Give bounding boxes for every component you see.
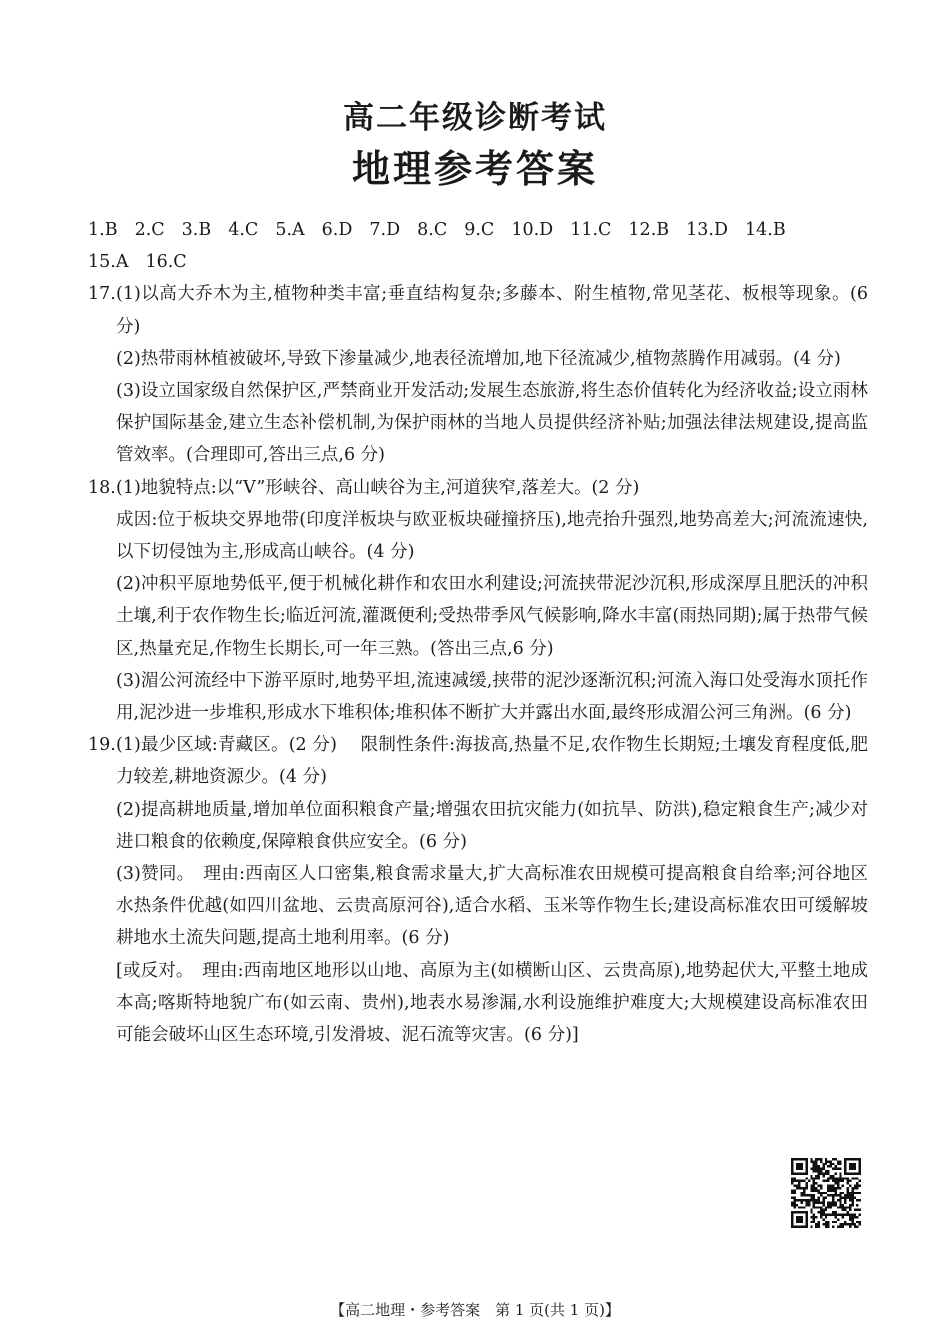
answer-part-2: (2)提高耕地质量,增加单位面积粮食产量;增强农田抗灾能力(如抗旱、防洪),稳定粮食生产;减少对进口粮食的依赖度,保障粮食供应安全。(6 分) (116, 799, 868, 852)
document-title: 地理参考答案 (351, 147, 598, 191)
answer-part-1-cause: 成因:位于板块交界地带(印度洋板块与欧亚板块碰撞挤压),地壳抬升强烈,地势高差大;河流流速快,以下切侵蚀为主,形成高山峡谷。(4 分) (116, 509, 868, 562)
answer-part-2: (2)热带雨林植被破坏,导致下渗量减少,地表径流增加,地下径流减少,植物蒸腾作用减弱。(4 分) (116, 348, 841, 369)
question-number: 19. (88, 735, 116, 756)
question-number: 18. (88, 477, 116, 498)
mc-answer: 14.B (745, 220, 786, 240)
mc-answer: 1.B (88, 220, 118, 240)
mc-answer: 11.C (570, 220, 612, 240)
mc-answer: 12.B (628, 220, 670, 240)
mc-answer: 6.D (321, 220, 353, 240)
mc-answer: 10.D (511, 220, 554, 240)
page-footer: 【高二地理・参考答案 第 1 页(共 1 页)】 (330, 1301, 620, 1319)
answer-part-3-disagree: [或反对。 理由:西南地区地形以山地、高原为主(如横断山区、云贵高原),地势起伏大,平整土地成本高;喀斯特地貌广布(如云南、贵州),地表水易渗漏,水利设施维护难度大;大规模建设高标准农田可能会破坏山区生态环境,引发滑坡、泥石流等灾害。(6 分)] (116, 960, 868, 1046)
mc-answer: 8.C (417, 220, 448, 240)
answer-body (88, 214, 868, 1051)
multiple-choice-answers-line-1 (88, 214, 868, 246)
question-17 (88, 278, 868, 471)
mc-answer: 9.C (464, 220, 495, 240)
exam-title: 高二年级诊断考试 (343, 100, 607, 136)
multiple-choice-answers-line-2 (88, 246, 868, 278)
question-18 (88, 472, 868, 730)
answer-part-1: (1)地貌特点:以“V”形峡谷、高山峡谷为主,河道狭窄,落差大。(2 分) (116, 477, 640, 498)
answer-part-1: (1)以高大乔木为主,植物种类丰富;垂直结构复杂;多藤本、附生植物,常见茎花、板根等现象。(6 分) (116, 284, 868, 337)
mc-answer: 4.C (228, 220, 259, 240)
answer-part-1: (1)最少区域:青藏区。(2 分) 限制性条件:海拔高,热量不足,农作物生长期短;土壤发育程度低,肥力较差,耕地资源少。(4 分) (116, 735, 868, 788)
question-19 (88, 729, 868, 1051)
mc-answer: 2.C (134, 220, 165, 240)
answer-part-2: (2)冲积平原地势低平,便于机械化耕作和农田水利建设;河流挟带泥沙沉积,形成深厚且肥沃的冲积土壤,利于农作物生长;临近河流,灌溉便利;受热带季风气候影响,降水丰富(雨热同期);属于热带气候区,热量充足,作物生长期长,可一年三熟。(答出三点,6 分) (116, 574, 868, 659)
answer-part-3: (3)设立国家级自然保护区,严禁商业开发活动;发展生态旅游,将生态价值转化为经济收益;设立雨林保护国际基金,建立生态补偿机制,为保护雨林的当地人员提供经济补贴;加强法律法规建设,提高监管效率。(合理即可,答出三点,6 分) (116, 380, 868, 466)
mc-answer: 3.B (181, 220, 212, 240)
mc-answer: 5.A (275, 220, 305, 240)
answer-part-3: (3)湄公河流经中下游平原时,地势平坦,流速减缓,挟带的泥沙逐渐沉积;河流入海口处受海水顶托作用,泥沙进一步堆积,形成水下堆积体;堆积体不断扩大并露出水面,最终形成湄公河三角洲。(6 分) (116, 670, 868, 724)
mc-answer: 15.A (88, 252, 129, 273)
answer-part-3-agree: (3)赞同。 理由:西南区人口密集,粮食需求量大,扩大高标准农田规模可提高粮食自给率;河谷地区水热条件优越(如四川盆地、云贵高原河谷),适合水稻、玉米等作物生长;建设高标准农田可缓解坡耕地水土流失问题,提高土地利用率。(6 分) (116, 864, 868, 949)
qr-code-icon (791, 1158, 861, 1228)
mc-answer: 7.D (369, 220, 401, 240)
mc-answer: 16.C (145, 252, 187, 273)
mc-answer: 13.D (686, 220, 728, 240)
question-number: 17. (88, 284, 116, 305)
